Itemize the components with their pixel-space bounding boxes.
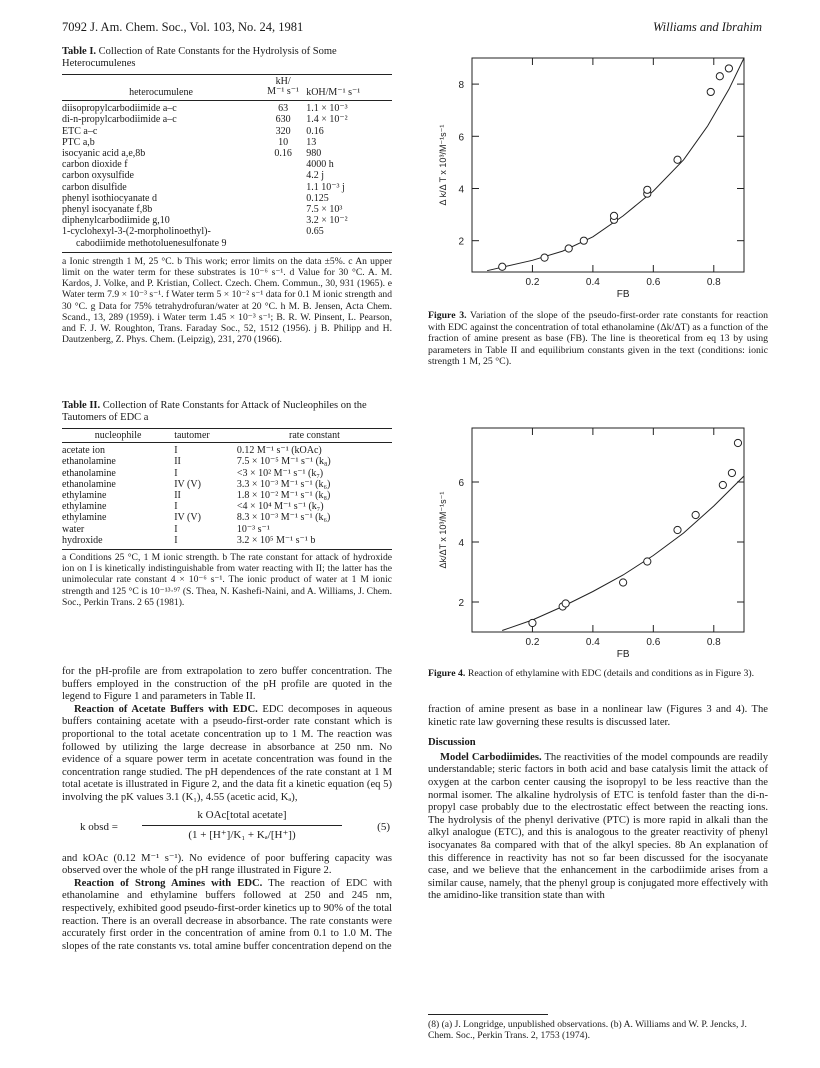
table-cell: hydroxide [62, 534, 103, 546]
right-body-text [428, 704, 768, 903]
table-cell: ETC a–c [62, 125, 98, 137]
table-2-caption: Table II. Collection of Rate Constants for Attack of Nucleophiles on the Tautomers of EDC a [62, 400, 367, 423]
figure-3 [428, 44, 768, 307]
table-cell: 3.2 × 10⁻² [306, 215, 348, 227]
table-cell: 0.16 [274, 148, 292, 160]
figure-3-chart [428, 44, 768, 302]
table-row [62, 445, 392, 456]
table-cell: ethanolamine [62, 467, 116, 479]
plot-frame [472, 58, 744, 272]
run-in-heading: Reaction of Strong Amines with EDC. [74, 877, 263, 889]
table-row [62, 182, 392, 193]
figure-4-chart [428, 416, 768, 666]
table-cell: 320 [275, 125, 291, 137]
table-cell: isocyanic acid a,e,8b [62, 148, 146, 160]
table-cell [260, 226, 306, 237]
table-row [62, 468, 392, 479]
table-cell: ethylamine [62, 490, 107, 502]
data-point [674, 156, 681, 163]
table-cell: 4000 h [306, 159, 334, 171]
table-row [62, 159, 392, 170]
col-head: kH/ M⁻¹ s⁻¹ [267, 76, 300, 97]
table-row [62, 137, 392, 148]
data-point [565, 245, 572, 252]
table-cell: 1-cyclohexyl-3-(2-morpholinoethyl)- [62, 226, 211, 238]
table-cell: ethylamine [62, 512, 107, 524]
table-row [62, 215, 392, 226]
y-tick-label: 6 [458, 132, 464, 144]
table-cell [260, 193, 306, 204]
table-cell: 630 [275, 114, 291, 126]
table-2-body [62, 445, 392, 546]
table-cell: 1.1 10⁻³ j [306, 181, 345, 193]
x-tick-label: 0.4 [585, 637, 600, 648]
data-point [529, 619, 536, 626]
figure-4-caption: Figure 4. Reaction of ethylamine with EDC (details and conditions as in Figure 3). [428, 668, 755, 679]
table-cell: 0.12 M⁻¹ s⁻¹ (kOAc) [236, 445, 322, 457]
table-cell: ethanolamine [62, 478, 116, 490]
col-head: tautomer [174, 430, 210, 441]
table-cell: II [174, 490, 181, 502]
paragraph: and kOAc (0.12 M⁻¹ s⁻¹). No evidence of poor buffering capacity was observed over the whole of the pH range illustrated in Figure 2. [62, 852, 392, 877]
table-cell: acetate ion [62, 445, 106, 457]
paragraph: Model Carbodiimides. The reactivities of the model compounds are readily understandable; steric factors in both acid and base catalysis limit the attack of oxygen at the carbon center causing the isopropyl to be less reactive than the normal isomer. The alkaline hydrolysis of ETC is tenfold faster than the di-n-propyl case probably due to the electrostatic effect between the reacting ions. The hydrolysis of the phenyl derivative (PTC) is more rapid in alkali than the alkyl analogue (ETC), and this is analogous to the greater reactivity of phenyl isocyanates 8a compared with that of the alkyl species. 8b An explanation of this difference in reactivity has not so far been discussed for the isocyanate case, and we believe that the enhancement in the carbodiimide arises from a similar cause, namely, that the phenyl group is conjugated more effectively with the amidino-like transition state than with [428, 751, 768, 902]
table-cell: carbon disulfide [62, 181, 127, 193]
table-2-grid [62, 430, 392, 441]
y-tick-label: 4 [458, 538, 464, 549]
table-cell: 1.1 × 10⁻³ [306, 103, 348, 115]
eq-lhs: k obsd = [80, 820, 118, 833]
table-cell: 10 [278, 136, 289, 148]
section-heading: Discussion [428, 737, 476, 749]
run-in-heading: Model Carbodiimides. [440, 751, 542, 763]
authors: Williams and Ibrahim [652, 20, 762, 34]
left-body-text [62, 666, 392, 953]
data-point [541, 254, 548, 261]
table-cell: 7.5 × 10⁻⁵ M⁻¹ s⁻¹ (k₈) [236, 456, 331, 468]
col-head: rate constant [289, 430, 340, 441]
table-cell: 3.3 × 10⁻³ M⁻¹ s⁻¹ (k₆) [236, 478, 331, 490]
table-cell: 10⁻³ s⁻¹ [236, 523, 270, 535]
table-row [62, 490, 392, 501]
table-1-caption: Table I. Collection of Rate Constants for the Hydrolysis of Some Heterocumulenes [62, 46, 337, 69]
x-tick-label: 0.2 [525, 637, 540, 648]
y-tick-label: 6 [458, 478, 464, 489]
table-row [62, 524, 392, 535]
footnote-rule [428, 1014, 548, 1015]
footnote-rule-wrap [428, 1014, 768, 1041]
data-point [719, 481, 726, 488]
eq-numerator: k OAc[total acetate] [197, 808, 287, 821]
figure-4 [428, 416, 768, 671]
table-row [62, 204, 392, 215]
x-tick-label: 0.2 [525, 277, 540, 288]
table-row [62, 512, 392, 523]
x-tick-label: 0.6 [646, 637, 661, 648]
table-cell [260, 182, 306, 193]
x-tick-label: 0.6 [646, 277, 661, 288]
eq-number: (5) [377, 820, 390, 833]
table-cell: di-n-propylcarbodiimide a–c [62, 114, 177, 126]
x-tick-label: 0.8 [706, 277, 721, 288]
data-point [716, 73, 723, 80]
data-point [692, 511, 699, 518]
y-axis-label: Δk/ΔT x 10³/M⁻¹s⁻¹ [438, 491, 448, 569]
table-cell: 4.2 j [306, 170, 324, 182]
table-row [62, 114, 392, 125]
table-1-footnote: a Ionic strength 1 M, 25 °C. b This work; error limits on the data ±5%. c An upper limit on the water term for these substrates is 10⁻⁶ s⁻¹. d Value for 30 °C. A. M. Kardos, J. Volke, and P. Kristian, Collect. Czech. Chem. Commun., 30, 931 (1965). e Water term 7.9 × 10⁻³ s⁻¹. f Water term 5 × 10⁻² s⁻¹ data for 0.1 M ionic strength and 30 °C. g Data for 75% tetrahydrofuran/water at 20 °C. h M. B. Jensen, Acta Chem. Scand., 13, 289 (1959). i Water term 1.45 × 10⁻³ s⁻¹; B. R. W. Pinsent, L. Pearson, and F. J. W. Roughton, Trans. Faraday Soc., 52, 1512 (1956). j B. Philipp and H. Dautzenberg, Z. Phys. Chem. (Leipzig), 231, 270 (1966). [62, 255, 392, 346]
y-tick-label: 2 [458, 598, 464, 609]
table-cell: I [174, 467, 178, 479]
x-axis-label: FB [616, 289, 630, 300]
table-row [62, 226, 392, 237]
table-row [62, 103, 392, 114]
x-axis-label: FB [616, 649, 630, 660]
eq-denominator: (1 + [H⁺]/K₁ + Kₐ/[H⁺]) [188, 828, 296, 841]
table-cell: 0.16 [306, 125, 324, 137]
table-cell: water [62, 523, 85, 535]
figure-3-caption: Figure 3. Variation of the slope of the pseudo-first-order rate constants for reaction with EDC against the concentration of total ethanolamine (Δk/ΔT) as a function of the fraction of amine present as base (FB). The line is theoretical from eq 13 by using parameters in Table II and equilibrium constants given in the text (conditions: ionic strength 1 M, 25 °C). [428, 310, 768, 367]
data-point [580, 237, 587, 244]
table-cell [260, 159, 306, 170]
table-cell [260, 170, 306, 181]
table-cell: I [174, 445, 178, 457]
theoretical-curve [502, 476, 744, 631]
table-cell: II [174, 456, 181, 468]
table-row [62, 535, 392, 546]
paragraph: Reaction of Acetate Buffers with EDC. EDC decomposes in aqueous buffers containing acetate with a pseudo-first-order rate constant which is proportional to the total acetate concentration up to 1 M. The reaction was followed by utilizing the large decrease in absorbance at 250 nm. No evidence of a square power term in acetate concentration was found in the concentration range studied. The pH dependences of the rate constant at 1 M total acetate is illustrated in Figure 2, and the data fit a kinetic equation (eq 5) involving the pK values 3.1 (K₁), 4.55 (acetic acid, Kₐ), [62, 703, 393, 803]
data-point [499, 263, 506, 270]
equation-5 [62, 809, 392, 849]
table-cell: carbon dioxide f [62, 159, 128, 171]
reference-8: (8) (a) J. Longridge, unpublished observations. (b) A. Williams and W. P. Jencks, J. Chem. Soc., Perkin Trans. 2, 1753 (1974). [428, 1019, 747, 1041]
paragraph: Reaction of Strong Amines with EDC. The reaction of EDC with ethanolamine and ethylamine buffers followed at 250 and 245 nm, respectively, exhibited good pseudo-first-order kinetics up to 90% of the total reaction. There is an overall decrease in absorbance. The rate constants were accurately first order in the concentration of amine from 0.1 to 1.0 M. The slopes of the rate constants vs. total amine buffer concentration depend on the [62, 877, 392, 952]
table-cell: 3.2 × 10⁵ M⁻¹ s⁻¹ b [236, 534, 316, 546]
table-row [62, 456, 392, 467]
table-cell: ethanolamine [62, 456, 116, 468]
y-tick-label: 4 [458, 184, 464, 196]
table-cell: 1.8 × 10⁻² M⁻¹ s⁻¹ (k₈) [236, 490, 331, 502]
table-cell: 7.5 × 10³ [306, 204, 343, 216]
data-point [610, 212, 617, 219]
col-head: nucleophile [94, 430, 142, 441]
data-point [728, 469, 735, 476]
table-cell: ethylamine [62, 501, 107, 513]
data-point [734, 439, 741, 446]
table-cell [260, 204, 306, 215]
data-point [674, 526, 681, 533]
table-1 [62, 46, 392, 345]
y-axis-label: Δ k/Δ T x 10³/M⁻¹s⁻¹ [438, 124, 448, 206]
table-cell: I [174, 534, 178, 546]
table-cell: IV (V) [174, 512, 201, 524]
table-row [62, 193, 392, 204]
paragraph: for the pH-profile are from extrapolation to zero buffer concentration. The buffers employed in the construction of the pH profile are quoted in the legend to Figure 1 and parameters in Table II. [62, 666, 392, 703]
table-cell [260, 238, 306, 249]
table-cell: cabodiimide methotoluenesulfonate 9 [76, 237, 227, 249]
table-cell: PTC a,b [62, 136, 95, 148]
table-row [62, 479, 392, 490]
data-point [725, 65, 732, 72]
table-1-body [62, 103, 392, 249]
table-row [62, 126, 392, 137]
table-cell: 8.3 × 10⁻³ M⁻¹ s⁻¹ (k₆) [236, 512, 331, 524]
table-cell: IV (V) [174, 478, 201, 490]
table-cell: I [174, 523, 178, 535]
table-cell [306, 238, 392, 249]
table-row [62, 170, 392, 181]
table-cell: 13 [306, 136, 317, 148]
col-head: kOH/M⁻¹ s⁻¹ [306, 87, 361, 98]
table-cell: 980 [306, 148, 322, 160]
table-cell: diisopropylcarbodiimide a–c [62, 103, 177, 115]
table-cell: phenyl isocyanate f,8b [62, 204, 153, 216]
data-point [562, 600, 569, 607]
table-row [62, 238, 392, 249]
table-cell: carbon oxysulfide [62, 170, 134, 182]
x-tick-label: 0.8 [706, 637, 721, 648]
data-point [620, 579, 627, 586]
table-cell [260, 215, 306, 226]
table-cell: diphenylcarbodiimide g,10 [62, 215, 170, 227]
plot-frame [472, 428, 744, 632]
table-row [62, 501, 392, 512]
y-tick-label: 2 [458, 236, 464, 248]
table-cell: 1.4 × 10⁻² [306, 114, 348, 126]
table-1-grid [62, 77, 392, 98]
table-cell: <3 × 10² M⁻¹ s⁻¹ (k₇) [236, 467, 324, 479]
table-cell: 0.125 [306, 192, 329, 204]
table-cell: I [174, 501, 178, 513]
theoretical-curve [487, 58, 744, 271]
y-tick-label: 8 [458, 80, 464, 92]
table-2-footnote: a Conditions 25 °C, 1 M ionic strength. b The rate constant for attack of hydroxide ion on I is kinetically indistinguishable from water reacting with II; the latter has the unimolecular rate constant 4 × 10⁻⁶ s⁻¹. The ionic product of water at 1 M ionic strength and 125 °C is 10⁻¹³·⁹⁷ (S. Thea, N. Kashefi-Naini, and A. Williams, J. Chem. Soc., Perkin Trans. 2 65 (1981). [62, 552, 392, 608]
journal-citation: 7092 J. Am. Chem. Soc., Vol. 103, No. 24, 1981 [62, 20, 304, 34]
table-cell: <4 × 10⁴ M⁻¹ s⁻¹ (k₇) [236, 501, 324, 513]
col-head: heterocumulene [129, 87, 193, 98]
x-tick-label: 0.4 [585, 277, 600, 288]
run-in-heading: Reaction of Acetate Buffers with EDC. [74, 703, 258, 715]
paragraph: fraction of amine present as base in a nonlinear law (Figures 3 and 4). The kinetic rate law governing these results is discussed later. [428, 704, 768, 728]
table-cell: 0.65 [306, 226, 324, 238]
data-point [644, 186, 651, 193]
data-point [707, 88, 714, 95]
data-point [644, 558, 651, 565]
table-cell: phenyl isothiocyanate d [62, 192, 157, 204]
table-2 [62, 400, 392, 608]
table-cell: 63 [278, 103, 289, 115]
table-row [62, 148, 392, 159]
